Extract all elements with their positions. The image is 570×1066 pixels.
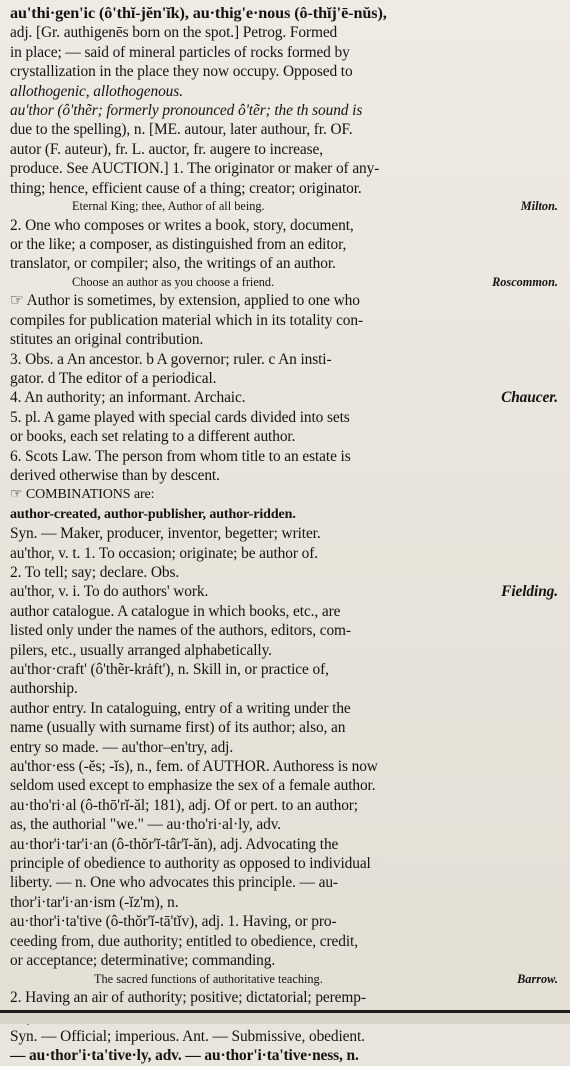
quotation-milton (10, 198, 562, 216)
entry-author-sense-3-line-1: 3. Obs. a An ancestor. b A governor; ruler. c An insti- (10, 350, 332, 368)
quotation-text: The sacred functions of authoritative teaching. (94, 971, 323, 986)
entry-authoritative-derivatives: — au·thor'i·ta'tive·ly, adv. — au·thor'i·ta'tive·ness, n. (10, 1047, 359, 1065)
entry-author-entry-line-3: entry so made. — au'thor–en'try, adj. (10, 738, 234, 756)
entry-authoritarian-line-4: thor'i·tar'i·an·ism (-ĭz'm), n. (10, 893, 179, 911)
entry-author-sense-6-line-2: derived otherwise than by descent. (10, 466, 220, 484)
sense-text: 4. An authority; an informant. Archaic. (10, 389, 246, 407)
entry-authoritative-line-3: or acceptance; determinative; commanding. (10, 952, 276, 970)
entry-author-line-5: thing; hence, efficient cause of a thing; creator; originator. (10, 179, 362, 197)
entry-author-sense-5-line-2: or books, each set relating to a different author. (10, 428, 296, 446)
entry-author-vt-line-1: au'thor, v. t. 1. To occasion; originate; be author of. (10, 544, 319, 562)
quotation-roscommon (10, 274, 562, 292)
entry-authoritarian-line-1: au·thor'i·tar'i·an (ô-thŏr'ĭ-târ'ĭ-ăn), adj. Advocating the (10, 835, 339, 853)
entry-authigenic-line-3: in place; — said of mineral particles of rocks formed by (10, 43, 350, 61)
entry-author-catalogue-line-2: listed only under the names of the authors, editors, com- (10, 622, 351, 640)
entry-author-sense-4 (10, 388, 562, 407)
combinations-label: ☞ COMBINATIONS are: (10, 487, 155, 503)
entry-authorcraft-line-1: au'thor·craft' (ô'thẽr-krȧft'), n. Skill in, or practice of, (10, 661, 329, 678)
entry-author-sense-6-line-1: 6. Scots Law. The person from whom title to an estate is (10, 447, 351, 465)
entry-authoress-line-2: seldom used except to emphasize the sex of a female author. (10, 777, 376, 795)
entry-authoritarian-line-2: principle of obedience to authority as opposed to individual (10, 855, 371, 873)
entry-author-entry-line-2: name (usually with surname first) of its author; also, an (10, 719, 346, 737)
citation-fielding: Fielding. (501, 583, 558, 601)
entry-authigenic-line-5: allothogenic, allothogenous. (10, 82, 183, 100)
entry-author-line-3: autor (F. auteur), fr. L. auctor, fr. augere to increase, (10, 140, 323, 158)
synonyms-authoritative: Syn. — Official; imperious. Ant. — Submissive, obedient. (10, 1027, 365, 1045)
entry-author-vt-line-2: 2. To tell; say; declare. Obs. (10, 563, 180, 581)
entry-authoress-line-1: au'thor·ess (-ĕs; -ĭs), n., fem. of AUTHOR. Authoress is now (10, 758, 378, 776)
citation-barrow: Barrow. (517, 971, 558, 986)
entry-authorial-line-1: au·tho'ri·al (ô-thō'rĭ-ăl; 181), adj. Of or pert. to an author; (10, 796, 358, 814)
entry-authoritative-sense-2-line-1: 2. Having an air of authority; positive; dictatorial; peremp- (10, 989, 366, 1006)
citation-roscommon: Roscommon. (492, 274, 558, 289)
note-author-line-3: stitutes an original contribution. (10, 331, 204, 349)
entry-authorial-line-2: as, the authorial "we." — au·tho'ri·al·ly, adv. (10, 816, 282, 834)
entry-authigenic-line-4: crystallization in the place they now occupy. Opposed to (10, 63, 353, 81)
quotation-barrow (10, 971, 562, 989)
synonyms-author: Syn. — Maker, producer, inventor, begetter; writer. (10, 525, 321, 543)
note-author-line-1: ☞ Author is sometimes, by extension, applied to one who (10, 292, 360, 310)
entry-author-line-2: due to the spelling), n. [ME. autour, later authour, fr. OF. (10, 121, 353, 139)
entry-author-sense-3-line-2: gator. d The editor of a periodical. (10, 369, 217, 387)
entry-author-line-1: au'thor (ô'thẽr; formerly pronounced ô'tẽr; the th sound is (10, 102, 363, 120)
entry-authigenic-line-2: adj. [Gr. authigenēs born on the spot.] Petrog. Formed (10, 24, 338, 42)
entry-authoritarian-line-3: liberty. — n. One who advocates this principle. — au- (10, 874, 338, 892)
entry-author-entry-line-1: author entry. In cataloguing, entry of a writing under the (10, 699, 351, 717)
entry-authigenic-line-1: au'thi·gen'ic (ô'thĭ-jĕn'ĭk), au·thig'e·nous (ô-thĭj'ē-nŭs), (10, 4, 387, 22)
citation-milton: Milton. (520, 199, 558, 214)
entry-author-catalogue-line-3: pilers, etc., usually arranged alphabetically. (10, 641, 272, 659)
entry-authorcraft-line-2: authorship. (10, 680, 78, 698)
entry-author-catalogue-line-1: author catalogue. A catalogue in which books, etc., are (10, 602, 341, 620)
quotation-text: Choose an author as you choose a friend. (72, 274, 275, 289)
sense-text: au'thor, v. i. To do authors' work. (10, 583, 209, 601)
citation-chaucer: Chaucer. (501, 389, 558, 407)
entry-author-line-4: produce. See AUCTION.] 1. The originator or maker of any- (10, 160, 380, 178)
entry-author-vi (10, 582, 562, 601)
entry-author-sense-2-line-3: translator, or compiler; also, the writings of an author. (10, 255, 336, 273)
note-author-line-2: compiles for publication material which in its totality con- (10, 311, 364, 329)
combinations-list: author-created, author-publisher, author-ridden. (10, 506, 296, 522)
page-edge (0, 1013, 570, 1024)
entry-authoritative-line-1: au·thor'i·ta'tive (ô-thŏr'ĭ-tā'tĭv), adj. 1. Having, or pro- (10, 913, 337, 931)
entry-author-sense-2-line-1: 2. One who composes or writes a book, story, document, (10, 216, 354, 234)
entry-author-sense-2-line-2: or the like; a composer, as distinguished from an editor, (10, 235, 347, 253)
entry-author-sense-5-line-1: 5. pl. A game played with special cards divided into sets (10, 408, 350, 426)
quotation-text: Eternal King; thee, Author of all being. (72, 199, 265, 214)
entry-authoritative-line-2: ceeding from, due authority; entitled to obedience, credit, (10, 932, 358, 950)
